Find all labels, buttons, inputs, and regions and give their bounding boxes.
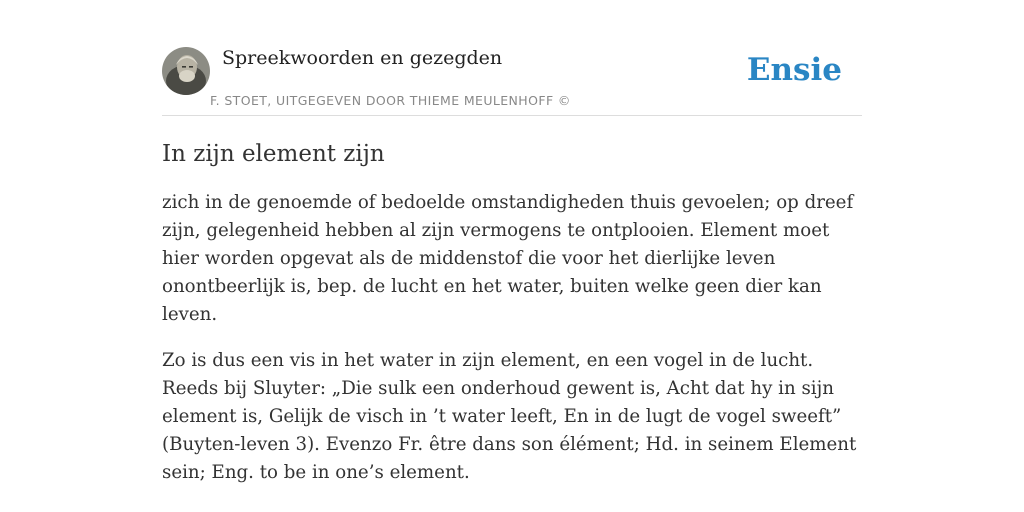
- author-portrait-icon[interactable]: [162, 47, 210, 95]
- ensie-logo[interactable]: Ensie: [746, 52, 842, 88]
- header: [162, 46, 862, 116]
- entry-paragraph-definition: zich in de genoemde of bedoelde omstandigheden thuis gevoelen; op dreef zijn, gelegenheid hebben al zijn vermogens te ontplooien. Element moet hier worden opgevat als de middenstof die voor het dierlijke leven onontbeerlijk is, bep. de lucht en het water, buiten welke geen dier kan leven.: [162, 192, 854, 325]
- entry-card: [162, 46, 862, 487]
- entry-title: In zijn element zijn: [162, 141, 385, 167]
- book-title[interactable]: Spreekwoorden en gezegden: [222, 47, 503, 69]
- publisher-credit: F. STOET, UITGEGEVEN DOOR THIEME MEULENHOFF ©: [210, 93, 571, 108]
- entry-paragraph-examples: Zo is dus een vis in het water in zijn element, en een vogel in de lucht. Reeds bij Sluyter: „Die sulk een onderhoud gewent is, Acht dat hy in sijn element is, Gelijk de visch in ’t water leeft, En in de lugt de vogel sweeft” (Buyten-leven 3). Evenzo Fr. être dans son élément; Hd. in seinem Element sein; Eng. to be in one’s element.: [162, 350, 857, 483]
